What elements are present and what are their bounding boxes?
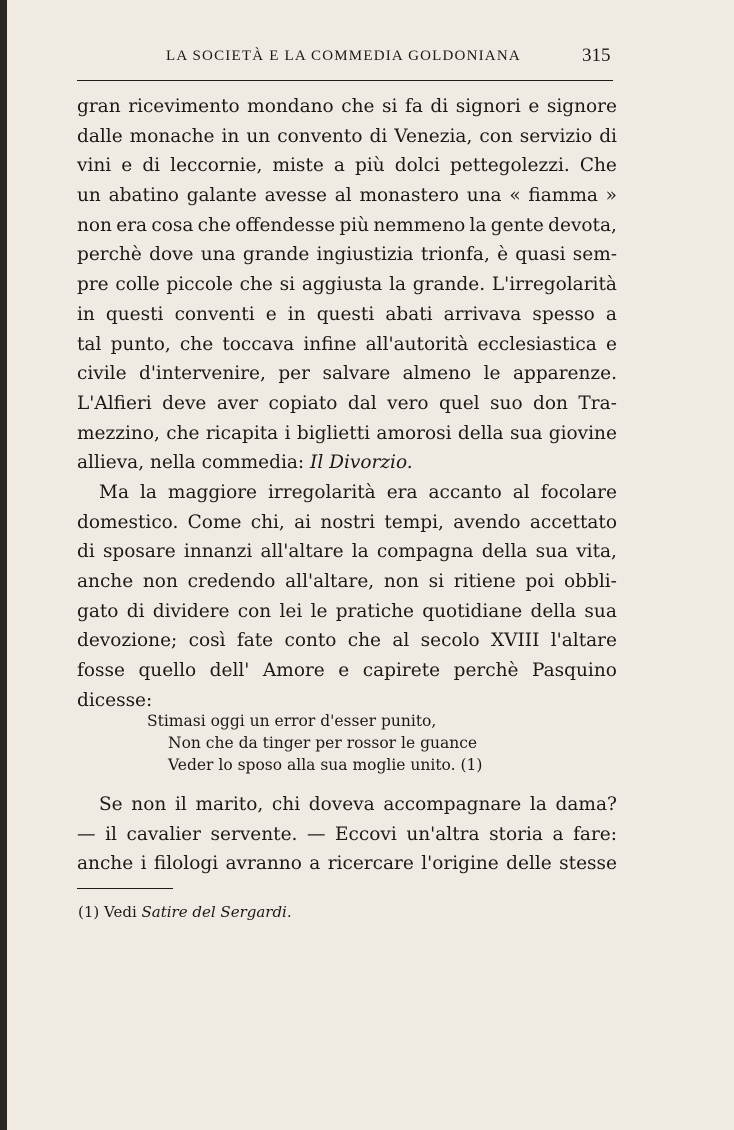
- word: e: [605, 333, 617, 355]
- text-line: [77, 448, 617, 478]
- word: spesso: [532, 303, 595, 325]
- word: a: [605, 303, 617, 325]
- word: ingiustizia: [316, 244, 414, 266]
- word: era: [386, 481, 418, 503]
- word: all'altare: [260, 541, 344, 563]
- word: Che: [579, 155, 617, 177]
- word: avendo: [453, 511, 521, 533]
- word: L'irregolarità: [491, 274, 617, 296]
- word: punto,: [110, 333, 171, 355]
- text-line: [77, 151, 617, 181]
- word: pre: [77, 274, 109, 296]
- word: Se: [99, 794, 123, 815]
- text-line: [77, 359, 617, 389]
- verse-line: Non che da tinger per rossor le guance: [168, 734, 478, 752]
- verse-quote: [147, 710, 482, 776]
- word: trionfa,: [420, 244, 490, 266]
- word: fate: [236, 630, 274, 652]
- word: ritiene: [453, 571, 516, 592]
- word: la: [529, 794, 547, 815]
- word: almeno: [402, 363, 472, 385]
- word: gato: [77, 600, 119, 622]
- word: con: [237, 600, 272, 622]
- text-line: [77, 849, 617, 879]
- word: dividere: [152, 600, 230, 622]
- word: la: [469, 214, 487, 236]
- running-header: LA SOCIETÀ E LA COMMEDIA GOLDONIANA: [166, 48, 521, 64]
- word: non: [77, 214, 112, 236]
- word: grande: [242, 244, 310, 266]
- footnote: [78, 903, 292, 921]
- text-line: [77, 270, 617, 300]
- word: filologi: [153, 853, 219, 875]
- word: conventi: [174, 303, 255, 325]
- word: offendesse: [235, 214, 336, 236]
- word: Amore: [262, 660, 325, 682]
- verse-line: Veder lo sposo alla sua moglie unito. (1): [168, 756, 483, 774]
- word: signori: [455, 96, 521, 117]
- word: dell': [209, 660, 250, 682]
- word: pratiche: [335, 600, 415, 622]
- word: di: [599, 125, 617, 147]
- text-span: allieva, nella commedia:: [77, 452, 311, 474]
- word: don: [533, 392, 568, 414]
- word: quello: [138, 660, 197, 682]
- word: XVIII: [490, 630, 540, 652]
- text-line: [77, 597, 617, 627]
- word: la: [351, 541, 369, 563]
- word: si: [382, 96, 398, 117]
- word: le: [310, 600, 328, 622]
- word: maggiore: [167, 481, 258, 503]
- word: suo: [490, 392, 523, 414]
- word: tal: [77, 333, 102, 355]
- word: copiato: [268, 392, 338, 414]
- text-line: [77, 181, 617, 211]
- word: un'altra: [406, 823, 480, 845]
- text-line: [77, 240, 617, 270]
- word: deve: [162, 392, 207, 414]
- word: Come: [187, 511, 242, 533]
- word: che: [179, 333, 214, 355]
- footnote-text: (1) Vedi: [78, 903, 142, 921]
- paragraph-3: [77, 790, 617, 879]
- word: innanzi: [183, 541, 253, 563]
- word: sua: [509, 422, 543, 444]
- word: doveva: [308, 794, 375, 815]
- word: per: [278, 363, 310, 385]
- text-line: [77, 330, 617, 360]
- word: non: [142, 571, 178, 592]
- word: che: [197, 214, 231, 236]
- word: vero: [387, 392, 429, 414]
- word: quasi: [515, 244, 566, 266]
- word: sposare: [102, 541, 176, 563]
- word: grande.: [412, 274, 486, 296]
- word: di: [142, 155, 161, 177]
- word: gente: [490, 214, 544, 236]
- word: storia: [489, 823, 543, 845]
- word: marito,: [195, 794, 264, 815]
- word: e: [121, 155, 133, 177]
- word: dal: [347, 392, 377, 414]
- word: Venezia,: [394, 125, 473, 147]
- word: toccava: [222, 333, 295, 355]
- text-line: [77, 537, 617, 567]
- word: abati: [385, 303, 433, 325]
- word: d'intervenire,: [138, 363, 266, 385]
- word: sua: [584, 600, 617, 622]
- word: convento: [277, 125, 363, 147]
- word: perchè: [77, 244, 142, 266]
- word: anche: [77, 853, 134, 875]
- word: si: [279, 274, 296, 296]
- word: »: [605, 185, 617, 207]
- word: colle: [115, 274, 160, 296]
- word: mezzino,: [77, 422, 160, 444]
- word: credendo: [187, 571, 276, 592]
- word: di: [430, 96, 449, 117]
- word: chi,: [250, 511, 285, 533]
- word: sem-: [572, 244, 617, 266]
- word: si: [428, 571, 444, 592]
- main-text: [77, 92, 617, 715]
- word: monache: [129, 125, 215, 147]
- word: questi: [316, 303, 375, 325]
- word: fa: [404, 96, 423, 117]
- word: e: [338, 660, 350, 682]
- word: della: [530, 600, 577, 622]
- word: biglietti: [296, 422, 371, 444]
- text-line: [77, 389, 617, 419]
- word: al: [512, 481, 530, 503]
- word: Pasquino: [532, 660, 617, 682]
- word: non: [131, 794, 167, 815]
- word: che: [347, 630, 382, 652]
- word: dove: [149, 244, 194, 266]
- word: signore: [546, 96, 617, 117]
- word: una: [200, 244, 236, 266]
- word: che: [341, 96, 375, 117]
- word: salvare: [322, 363, 391, 385]
- word: dolci: [394, 155, 440, 177]
- word: giovine: [548, 422, 617, 444]
- word: L'Alfieri: [77, 392, 152, 414]
- work-title: Il Divorzio.: [310, 452, 413, 474]
- word: piccole: [166, 274, 233, 296]
- word: nostri: [320, 511, 376, 533]
- word: accettato: [529, 511, 617, 533]
- word: aver: [216, 392, 259, 414]
- text-line: dicesse:: [77, 689, 153, 711]
- word: stesse: [559, 853, 617, 875]
- word: focolare: [540, 481, 617, 503]
- word: ai: [294, 511, 312, 533]
- word: delle: [506, 853, 552, 875]
- word: apparenze.: [512, 363, 617, 385]
- text-line: [77, 656, 617, 686]
- word: l'altare: [550, 630, 617, 652]
- word: accanto: [428, 481, 502, 503]
- text-line: [77, 626, 617, 656]
- word: compagna: [376, 541, 474, 563]
- word: secolo: [420, 630, 480, 652]
- word: di: [126, 600, 145, 622]
- page-number: 315: [582, 45, 611, 66]
- word: «: [509, 185, 521, 207]
- word: in: [77, 303, 95, 325]
- word: sua: [535, 541, 569, 563]
- word: Tra-: [578, 392, 617, 414]
- text-line: [77, 122, 617, 152]
- word: all'altare,: [285, 571, 375, 592]
- word: era: [116, 214, 148, 236]
- text-line: [77, 92, 617, 122]
- word: il: [174, 794, 187, 815]
- word: nemmeno: [373, 214, 466, 236]
- word: un: [246, 125, 271, 147]
- word: monastero: [359, 185, 459, 207]
- word: a: [333, 155, 345, 177]
- word: quotidiane: [422, 600, 523, 622]
- paragraph-2: [77, 478, 617, 716]
- word: domestico.: [77, 511, 179, 533]
- word: è: [497, 244, 509, 266]
- word: vini: [77, 155, 112, 177]
- word: vita,: [576, 541, 617, 563]
- word: —: [306, 823, 326, 845]
- word: abatino: [108, 185, 179, 207]
- word: pettegolezzi.: [450, 155, 570, 177]
- word: civile: [77, 363, 127, 385]
- word: ricevimento: [128, 96, 240, 117]
- word: arrivava: [443, 303, 522, 325]
- word: al: [392, 630, 410, 652]
- word: chi: [271, 794, 301, 815]
- word: la: [389, 274, 407, 296]
- word: devota,: [548, 214, 617, 236]
- word: galante: [186, 185, 257, 207]
- word: conto: [284, 630, 337, 652]
- word: capirete: [362, 660, 441, 682]
- word: a: [552, 823, 564, 845]
- text-line: [77, 211, 617, 241]
- text-line: [77, 567, 617, 597]
- footnote-rule: [77, 888, 173, 889]
- word: della: [457, 422, 504, 444]
- word: della: [481, 541, 528, 563]
- word: di: [369, 125, 388, 147]
- word: fare:: [573, 823, 617, 845]
- word: i: [284, 422, 291, 444]
- word: leccornie,: [170, 155, 263, 177]
- word: tempi,: [384, 511, 444, 533]
- text-line: [77, 508, 617, 538]
- word: amorosi: [376, 422, 452, 444]
- word: che: [166, 422, 200, 444]
- word: un: [77, 185, 101, 207]
- word: in: [221, 125, 240, 147]
- text-line: [77, 820, 617, 850]
- word: cavalier: [126, 823, 201, 845]
- word: aggiusta: [301, 274, 383, 296]
- word: le: [483, 363, 501, 385]
- word: quel: [438, 392, 480, 414]
- word: miste: [272, 155, 324, 177]
- word: servizio: [519, 125, 593, 147]
- word: non: [383, 571, 419, 592]
- word: servente.: [210, 823, 298, 845]
- word: e: [528, 96, 540, 117]
- word: Eccovi: [335, 823, 397, 845]
- word: anche: [77, 571, 134, 592]
- word: accompagnare: [383, 794, 522, 815]
- header-rule: [77, 80, 613, 81]
- word: una: [466, 185, 502, 207]
- word: all'autorità: [365, 333, 469, 355]
- word: lei: [279, 600, 303, 622]
- word: dalle: [77, 125, 123, 147]
- footnote-title: Satire del Sergardi.: [141, 903, 292, 921]
- word: irregolarità: [268, 481, 376, 503]
- text-line: [77, 478, 617, 508]
- word: ricercare: [327, 853, 414, 875]
- word: più: [355, 155, 385, 177]
- word: a: [309, 853, 321, 875]
- verse-line: Stimasi oggi un error d'esser punito,: [147, 712, 437, 730]
- word: fosse: [77, 660, 125, 682]
- word: che: [239, 274, 273, 296]
- word: fiamma: [528, 185, 598, 207]
- word: ricapita: [205, 422, 279, 444]
- word: dama?: [555, 794, 617, 815]
- word: i: [140, 853, 147, 875]
- word: poi: [525, 571, 555, 592]
- word: gran: [77, 96, 121, 117]
- word: e: [265, 303, 277, 325]
- text-line: [77, 300, 617, 330]
- word: Ma: [99, 481, 129, 503]
- word: perchè: [453, 660, 519, 682]
- word: con: [479, 125, 513, 147]
- word: in: [287, 303, 306, 325]
- word: più: [339, 214, 370, 236]
- word: questi: [105, 303, 164, 325]
- word: l'origine: [421, 853, 499, 875]
- word: mondano: [247, 96, 334, 117]
- word: il: [105, 823, 117, 845]
- word: ecclesiastica: [477, 333, 597, 355]
- word: —: [77, 823, 96, 845]
- word: obbli-: [564, 571, 617, 592]
- word: la: [139, 481, 157, 503]
- word: avranno: [225, 853, 302, 875]
- word: devozione;: [77, 630, 178, 652]
- paragraph-1: [77, 92, 617, 478]
- word: cosa: [151, 214, 194, 236]
- word: infine: [303, 333, 357, 355]
- word: avesse: [264, 185, 327, 207]
- text-line: [77, 790, 617, 820]
- word: così: [188, 630, 226, 652]
- word: al: [334, 185, 352, 207]
- text-line: [77, 419, 617, 449]
- word: di: [77, 541, 95, 563]
